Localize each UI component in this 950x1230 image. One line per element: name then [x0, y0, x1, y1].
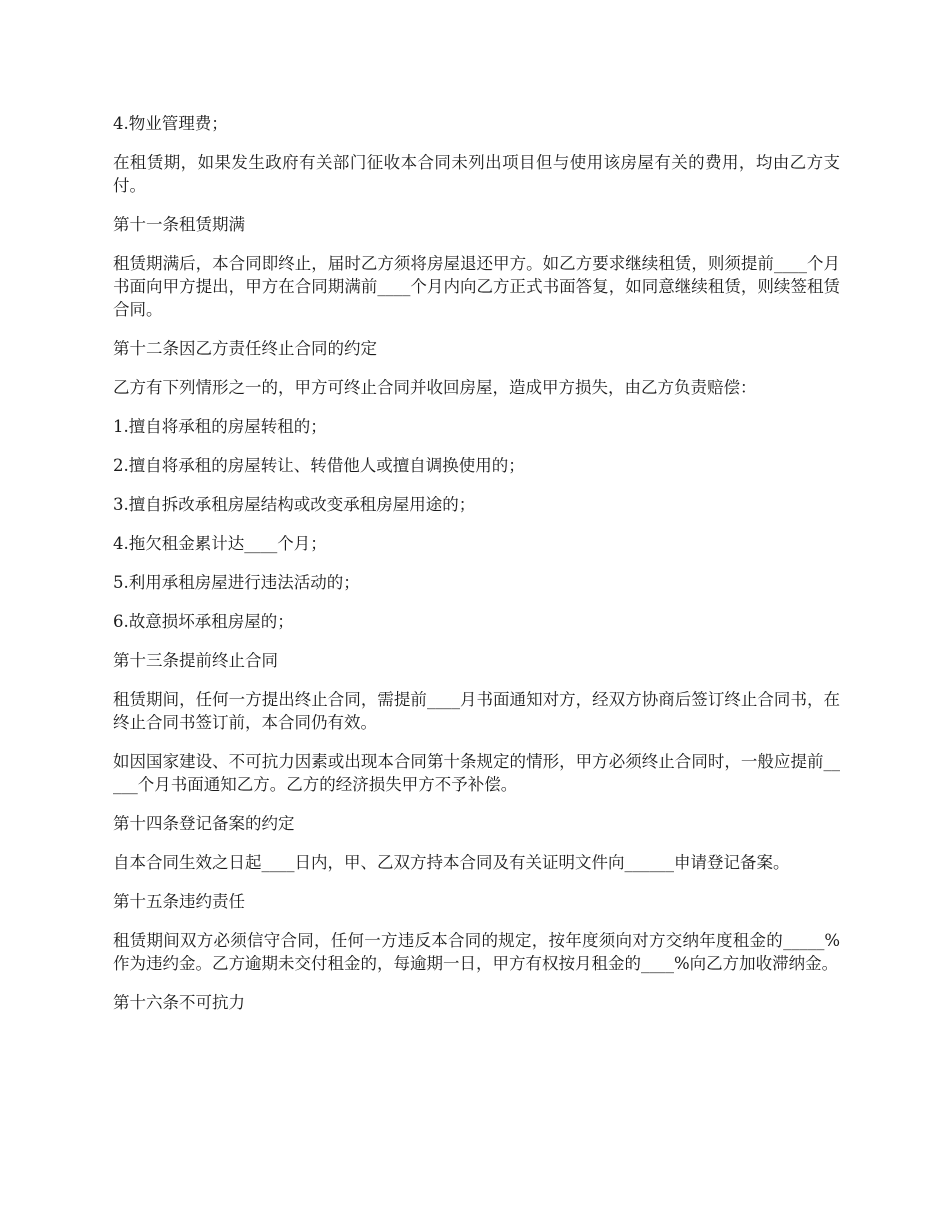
list-item-sublet: 1.擅自将承租的房屋转租的； — [113, 417, 327, 436]
article-heading-13: 第十三条提前终止合同 — [113, 651, 278, 670]
article-heading-16: 第十六条不可抗力 — [113, 993, 245, 1012]
list-item-rent-arrears: 4.拖欠租金累计达____个月； — [113, 534, 327, 553]
paragraph-registration: 自本合同生效之日起____日内，甲、乙双方持本合同及有关证明文件向______申请登记备案。 — [113, 853, 790, 872]
paragraph-termination-conditions: 乙方有下列情形之一的，甲方可终止合同并收回房屋，造成甲方损失，由乙方负责赔偿： — [113, 378, 757, 397]
document-body — [113, 112, 840, 1030]
article-heading-11: 第十一条租赁期满 — [113, 215, 245, 234]
paragraph-lease-expiry: 租赁期满后，本合同即终止，届时乙方须将房屋退还甲方。如乙方要求继续租赁，则须提前____个月书面向甲方提出，甲方在合同期满前____个月内向乙方正式书面答复，如同意继续租赁，则续签租赁合同。 — [113, 254, 840, 319]
list-item-alteration: 3.擅自拆改承租房屋结构或改变承租房屋用途的； — [113, 495, 476, 514]
paragraph-breach-liability: 租赁期间双方必须信守合同，任何一方违反本合同的规定，按年度须向对方交纳年度租金的_____%作为违约金。乙方逾期未交付租金的，每逾期一日，甲方有权按月租金的____%向乙方加收滞纳金。 — [113, 931, 840, 973]
paragraph-early-termination: 租赁期间，任何一方提出终止合同，需提前____月书面通知对方，经双方协商后签订终止合同书，在终止合同书签订前，本合同仍有效。 — [113, 690, 840, 732]
paragraph-national-construction: 如因国家建设、不可抗力因素或出现本合同第十条规定的情形，甲方必须终止合同时，一般应提前_____个月书面通知乙方。乙方的经济损失甲方不予补偿。 — [113, 752, 840, 794]
article-heading-15: 第十五条违约责任 — [113, 892, 245, 911]
list-item-property-fee: 4.物业管理费； — [113, 114, 228, 133]
list-item-damage: 6.故意损坏承租房屋的； — [113, 612, 294, 631]
article-heading-14: 第十四条登记备案的约定 — [113, 814, 295, 833]
paragraph-extra-fees: 在租赁期，如果发生政府有关部门征收本合同未列出项目但与使用该房屋有关的费用，均由乙方支付。 — [113, 153, 840, 195]
list-item-illegal-activity: 5.利用承租房屋进行违法活动的； — [113, 573, 360, 592]
list-item-transfer: 2.擅自将承租的房屋转让、转借他人或擅自调换使用的； — [113, 456, 525, 475]
article-heading-12: 第十二条因乙方责任终止合同的约定 — [113, 339, 377, 358]
